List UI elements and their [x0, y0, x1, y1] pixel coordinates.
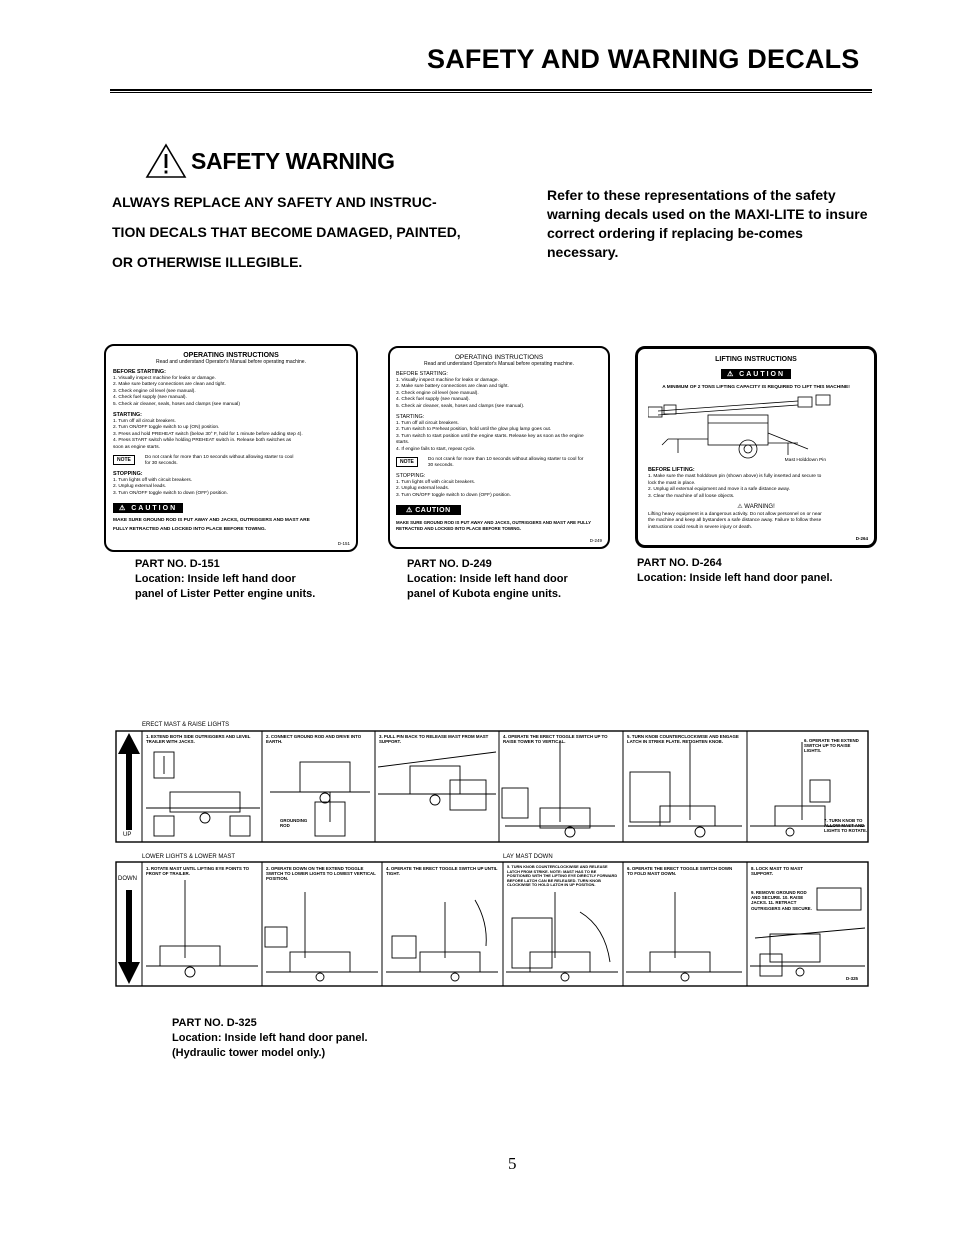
caution-text: CAUTION: [415, 507, 451, 515]
decal-note-box: NOTE: [113, 455, 135, 465]
decal-bottom-text: FULLY RETRACTED AND LOCKED INTO PLACE BEFORE TOWING.: [113, 527, 266, 533]
mast-holddown-pin-label: Mast Holddown Pin: [784, 458, 826, 463]
decal-line: 3. Press and hold PREHEAT switch (below 30° F, hold for 1 minute before adding step 4).: [113, 431, 303, 437]
grounding-rod-label: GROUNDING ROD: [280, 818, 308, 829]
step-text: 5. TURN KNOB COUNTERCLOCKWISE AND ENGAGE LATCH IN STRIKE PLATE. RETIGHTEN KNOB.: [627, 734, 739, 745]
caution-banner: ⚠ CAUTION: [396, 505, 461, 515]
decal-line: 3. Turn ON/OFF toggle switch to down (OFF) position.: [396, 492, 511, 498]
decal-line: 2. Turn switch to Preheat position, hold until the glow plug lamp goes out.: [396, 427, 552, 433]
decal-note-text: Do not crank for more than 10 seconds without allowing starter to cool: [144, 455, 294, 461]
caution-banner: ⚠ CAUTION: [113, 503, 183, 513]
step-text: 7. TURN KNOB TO ALLOW MAST AND LIGHTS TO ROTATE.: [824, 818, 868, 834]
always-line: TION DECALS THAT BECOME DAMAGED, PAINTED,: [112, 224, 461, 240]
lay-mast-label: LAY MAST DOWN: [503, 854, 553, 860]
warning-text: WARNING!: [744, 504, 775, 511]
decal-line: 1. Turn off all circuit breakers.: [396, 421, 459, 427]
caption-part: PART NO. D-151: [135, 558, 220, 570]
decal-line: 5. Check air cleaner, seals, hoses and clamps (see manual): [113, 401, 240, 407]
decal-line: 3. Turn ON/OFF toggle switch to down (OFF) position.: [113, 490, 228, 496]
decal-section-head: STOPPING:: [396, 473, 426, 480]
caption-part: PART NO. D-264: [637, 557, 722, 569]
step-text: 4. OPERATE THE ERECT TOGGLE SWITCH UP UNTIL TIGHT.: [386, 866, 498, 877]
always-line: ALWAYS REPLACE ANY SAFETY AND INSTRUC-: [112, 194, 437, 210]
caption-d264: [637, 556, 877, 586]
decal-d264: [635, 346, 877, 548]
caution-banner: ⚠ CAUTION: [721, 369, 791, 379]
title-rule-thin: [110, 92, 872, 93]
title-rule: [110, 89, 872, 91]
caption-line: Location: Inside left hand door: [135, 573, 296, 585]
decal-section-head: BEFORE STARTING:: [396, 371, 448, 377]
lower-lights-label: LOWER LIGHTS & LOWER MAST: [142, 854, 236, 860]
decal-line: instructions could result in severe injury or death.: [648, 524, 752, 530]
step-text: 3. PULL PIN BACK TO RELEASE MAST FROM MAST SUPPORT.: [379, 734, 489, 745]
always-line: OR OTHERWISE ILLEGIBLE.: [112, 254, 303, 270]
step-text: 6. OPERATE THE EXTEND SWITCH UP TO RAISE LIGHTS.: [804, 738, 859, 754]
decal-line: 3. Clear the machine of all loose objects.: [648, 493, 735, 499]
decal-bottom-text: MAKE SURE GROUND ROD IS PUT AWAY AND JACKS, OUTRIGGERS AND MAST ARE FULLY: [396, 520, 592, 526]
decal-d325-diagram: [110, 722, 870, 988]
decal-line: lock the mast in place.: [648, 480, 696, 486]
step-text: 1. ROTATE MAST UNTIL LIFTING EYE POINTS TO FRONT OF TRAILER.: [146, 866, 250, 877]
decal-subtitle: Read and understand Operator's Manual before operating machine.: [156, 359, 306, 365]
decal-line: 3. Turn switch to start position until the engine starts. Release key as soon as the engine: [396, 433, 584, 439]
decal-line: 1. Turn lights off with circuit breakers.: [113, 478, 193, 484]
caution-text: CAUTION: [739, 371, 786, 378]
decal-line: the machine and keep all bystanders a safe distance away. Failure to follow these: [648, 518, 822, 524]
capacity-text: A MINIMUM OF 2 TONS LIFTING CAPACITY IS REQUIRED TO LIFT THIS MACHINE!: [662, 385, 850, 390]
caption-line: Location: Inside left hand door panel.: [637, 572, 833, 584]
decal-line: 3. Check engine oil level (see manual).: [396, 390, 479, 396]
caution-row: [648, 363, 864, 381]
step-text: 2. OPERATE DOWN ON THE EXTEND TOGGLE SWITCH TO LOWER LIGHTS TO LOWEST VERTICAL POSITION.: [266, 866, 376, 882]
decal-line: 5. Check air cleaner, seals, hoses and clamps (see manual).: [396, 403, 525, 409]
decal-line: 4. Check fuel supply (see manual).: [396, 397, 470, 403]
decal-line: 1. Visually inspect machine for leaks or damage.: [396, 378, 499, 383]
step-text: 8. LOCK MAST TO MAST SUPPORT.: [751, 866, 803, 877]
up-label: UP: [123, 832, 132, 838]
decal-title: OPERATING INSTRUCTIONS: [183, 352, 279, 359]
decal-line: 2. Make sure battery connections are clean and tight.: [396, 384, 509, 390]
step-text: 6. OPERATE THE ERECT TOGGLE SWITCH DOWN TO FOLD MAST DOWN.: [627, 866, 733, 877]
decal-section-head: BEFORE LIFTING:: [648, 467, 695, 474]
page-number: 5: [508, 1154, 517, 1173]
decal-line: 1. Turn off all circuit breakers.: [113, 419, 176, 425]
decal-line: 1. Turn lights off with circuit breakers.: [396, 480, 476, 486]
caption-d249: [407, 557, 607, 602]
decal-line: starts.: [396, 440, 410, 446]
caption-line: Location: Inside left hand door: [407, 573, 568, 585]
decal-line: 4. Press START switch while holding PREHEAT switch in. Release both switches as: [113, 438, 292, 444]
decal-part-number: D-249: [589, 538, 602, 543]
decal-section-head: STARTING:: [113, 412, 142, 419]
decal-section-head: BEFORE STARTING:: [113, 369, 166, 375]
decal-note-text: for 30 seconds.: [144, 461, 178, 467]
decal-bottom-text: RETRACTED AND LOCKED INTO PLACE BEFORE TOWING.: [396, 526, 522, 532]
decal-line: 2. Make sure battery connections are clean and tight.: [113, 382, 226, 388]
decal-note-box: NOTE: [396, 457, 418, 467]
decal-d249: [388, 346, 610, 549]
decal-line: Lifting heavy equipment is a dangerous activity. Do not allow personnel on or near: [648, 512, 822, 518]
caption-part: PART NO. D-249: [407, 558, 492, 570]
always-replace-text: [112, 187, 492, 277]
d325-part-number: D-325: [846, 976, 858, 981]
decal-bottom-text: MAKE SURE GROUND ROD IS PUT AWAY AND JACKS, OUTRIGGERS AND MAST ARE: [113, 518, 310, 524]
decal-note-row: [113, 455, 349, 467]
decal-line: 2. Turn ON/OFF toggle switch to up (ON) position.: [113, 425, 220, 431]
decal-title: LIFTING INSTRUCTIONS: [715, 356, 797, 363]
caption-d325: [172, 1016, 368, 1061]
safety-warning-title: SAFETY WARNING: [191, 147, 395, 174]
decal-section-head: STARTING:: [396, 414, 425, 421]
warning-triangle-icon: [145, 143, 187, 179]
caption-line: panel of Lister Petter engine units.: [135, 588, 316, 600]
decal-line: 1. Make sure the mast holddown pin (shown above) is fully inserted and secure to: [648, 474, 822, 480]
decal-note-text: 30 seconds.: [427, 463, 454, 469]
warning-label: ⚠ WARNING!: [737, 504, 775, 511]
decal-title: OPERATING INSTRUCTIONS: [454, 354, 544, 361]
decal-section-head: STOPPING:: [113, 471, 143, 478]
caption-line: Location: Inside left hand door panel.: [172, 1032, 368, 1044]
safety-warning-heading: [145, 143, 395, 179]
step-text: 5. TURN KNOB COUNTERCLOCKWISE AND RELEASE LATCH FROM STRIKE. NOTE: MAST HAS TO BE POSITIONED WITH THE LIFTING EYE DIRECTLY FORWARD BEFORE LATCH CAN BE RELEASED. TURN KNOB CLOCKWISE TO HOLD LATCH IN UP POSITION.: [507, 864, 618, 888]
caption-line: (Hydraulic tower model only.): [172, 1047, 326, 1059]
caption-d151: [135, 557, 361, 602]
decal-line: 1. Visually inspect machine for leaks or damage.: [113, 376, 216, 381]
page-title: SAFETY AND WARNING DECALS: [427, 44, 860, 74]
decal-line: soon as engine starts.: [113, 444, 160, 450]
down-label: DOWN: [118, 876, 137, 882]
decal-subtitle: Read and understand Operator's Manual before operating machine.: [424, 361, 574, 367]
refer-text: Refer to these representations of the safety warning decals used on the MAXI-LITE to insure correct ordering if replacing be-comes necessary.: [547, 187, 868, 260]
trailer-lifting-illustration: [648, 393, 868, 465]
decal-line: 3. Check engine oil level (see manual).: [113, 388, 196, 394]
erect-mast-label: ERECT MAST & RAISE LIGHTS: [142, 722, 230, 728]
step-text: 2. CONNECT GROUND ROD AND DRIVE INTO EARTH.: [266, 734, 362, 745]
decal-line: 2. Unplug all external equipment and move it a safe distance away.: [648, 487, 791, 493]
decal-note-row: [396, 457, 602, 469]
decal-line: 2. Unplug external leads.: [113, 484, 167, 490]
step-text: 1. EXTEND BOTH SIDE OUTRIGGERS AND LEVEL TRAILER WITH JACKS.: [146, 734, 251, 745]
decal-line: 2. Unplug external leads.: [396, 486, 450, 492]
decal-line: 4. Check fuel supply (see manual).: [113, 395, 187, 401]
step-text: 9. REMOVE GROUND ROD AND SECURE. 10. RAISE JACKS. 11. RETRACT OUTRIGGERS AND SECURE.: [751, 890, 812, 911]
caution-text: CAUTION: [131, 505, 178, 513]
caption-line: panel of Kubota engine units.: [407, 588, 561, 600]
caption-part: PART NO. D-325: [172, 1017, 257, 1029]
decal-part-number: D-151: [337, 541, 350, 546]
decal-part-number: D-264: [855, 536, 868, 541]
decal-d151: [104, 344, 358, 552]
decal-line: 4. If engine fails to start, repeat cycle.: [396, 446, 476, 452]
decal-note-text: Do not crank for more than 10 seconds without allowing starter to cool for: [427, 457, 584, 463]
step-text: 4. OPERATE THE ERECT TOGGLE SWITCH UP TO RAISE TOWER TO VERTICAL.: [503, 734, 608, 745]
